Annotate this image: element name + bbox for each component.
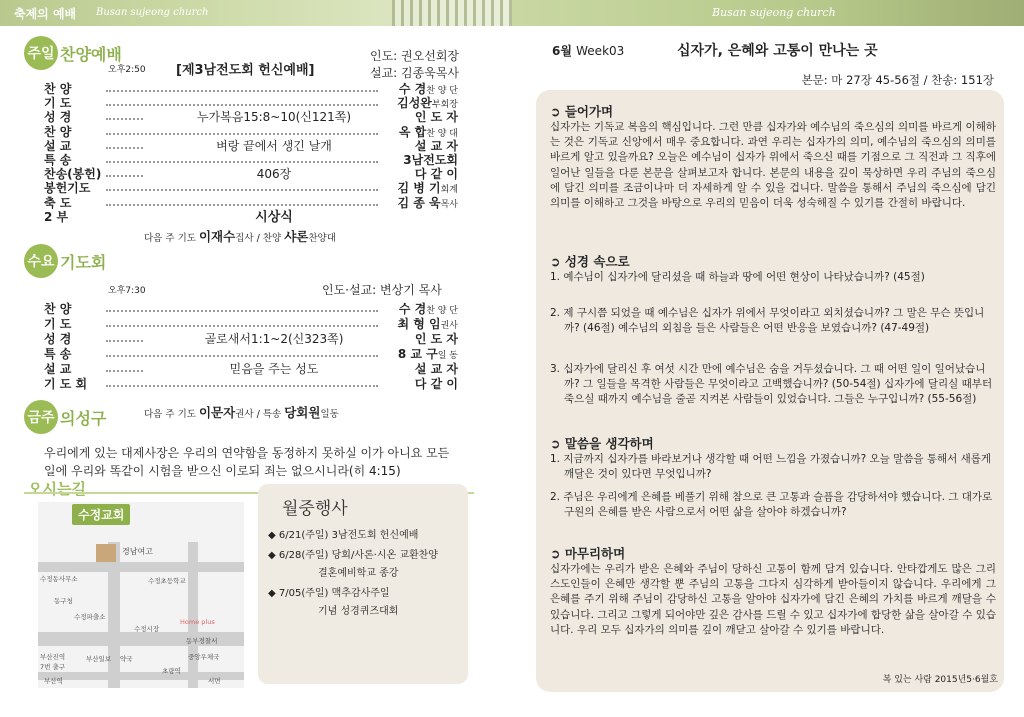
order-item-person-name: 8 교 구 (397, 347, 438, 361)
order-item-label: 찬 양 (44, 82, 72, 96)
order-item-person-name: 김성완 (397, 96, 432, 111)
verse-label: 의성구 (60, 408, 107, 428)
wednesday-next-week (144, 403, 339, 421)
order-item-label: 성 경 (44, 110, 72, 125)
dotted-leader (106, 125, 378, 135)
order-item-person (400, 153, 458, 168)
map-place-label: 수정동사무소 (40, 575, 78, 583)
wednesday-time: 오후7:30 (108, 286, 146, 296)
order-row (44, 153, 458, 168)
order-item-person (412, 332, 458, 347)
order-item-detail: 시상식 (144, 210, 404, 225)
map-place-label: 중앙우체국 (188, 653, 220, 661)
order-item-person-name: 김 병 기 (397, 181, 441, 196)
sunday-next-choir-name: 샤론 (284, 229, 309, 244)
order-item-person-name: 최 형 임 (397, 317, 441, 331)
event-item: ◆ 6/28(주일) 당회/사론·시온 교환찬양 (268, 550, 438, 561)
right-header-band (512, 0, 1024, 26)
map-road (108, 542, 120, 688)
sunday-next-choir-role: 찬양대 (308, 233, 336, 244)
order-item-detail: 406장 (144, 167, 404, 182)
week-number: Week03 (576, 44, 625, 58)
order-item-label: 설 교 (44, 362, 72, 376)
order-item-label: 기 도 회 (44, 377, 88, 391)
event-item: 결혼예비학교 종강 (318, 568, 399, 579)
left-header-title: 축제의 예배 (14, 7, 77, 21)
sunday-next-choir-label: / 찬양 (256, 233, 282, 244)
map-place-label: 수정초등학교 (148, 577, 186, 585)
bible-question: 2. 제 구시쯤 되었을 때 예수님은 십자가 위에서 무엇이라고 외치셨습니까? 그 말은 무슨 뜻입니까? (46절) 예수님의 외침을 들은 사람들은 어떤 반응을 보였습니까? (47-49절) (550, 307, 985, 335)
right-header-subtitle: Busan sujeong church (712, 6, 836, 19)
verse-section-head (24, 400, 106, 434)
event-item: ◆ 6/21(주일) 3남전도회 헌신예배 (268, 530, 419, 541)
sunday-circle: 주일 (24, 36, 58, 70)
dotted-leader (106, 317, 378, 327)
order-item-label: 봉헌기도 (44, 181, 91, 196)
sunday-sermon-info: 설교: 김종욱목사 (370, 66, 460, 80)
order-row (44, 347, 458, 362)
map-place-label: 수정파출소 (74, 613, 106, 621)
map-road (188, 542, 198, 688)
order-row (44, 96, 458, 111)
sunday-next-name: 이재수 (198, 229, 236, 244)
map-place-label: 7번 출구 (40, 663, 66, 671)
dotted-leader (106, 153, 378, 163)
order-item-label: 특 송 (44, 347, 72, 361)
order-item-person (412, 167, 458, 182)
order-item-detail: 누가복음15:8~10(신121쪽) (144, 110, 404, 125)
order-item-person (412, 362, 458, 377)
order-item-person-name: 옥 합 (398, 124, 427, 139)
wednesday-label: 기도회 (60, 252, 107, 272)
directions-label: 오시는길 (28, 480, 86, 498)
order-row (44, 210, 458, 225)
order-item-person (412, 110, 458, 125)
week-label (552, 42, 624, 59)
intro-heading: ➲ 들어가며 (550, 104, 614, 119)
order-item-label: 찬 양 (44, 124, 72, 139)
order-item-label: 기 도 (44, 317, 72, 331)
order-row (44, 167, 458, 182)
think-question: 2. 주님은 우리에게 은혜를 베풀기 위해 참으로 큰 고통과 슬픔을 감당하셔야 했습니다. 그 대가로 구원의 은혜를 받은 사람으로서 어떤 삶을 살아야 하겠습니까? (550, 491, 993, 519)
map-place-label: 수정시장 (134, 625, 160, 633)
monthly-events-panel (258, 484, 468, 684)
order-item-person-role: 찬 양 단 (426, 86, 458, 96)
order-item-label: 특 송 (44, 153, 72, 167)
order-row (44, 377, 458, 392)
sunday-title: [제3남전도회 헌신예배] (176, 63, 315, 78)
wednesday-next-label: 다음 주 기도 (144, 409, 196, 420)
dotted-leader (106, 96, 378, 106)
order-item-person-name: 인 도 자 (414, 110, 458, 125)
event-item: 기념 성경퀴즈대회 (318, 606, 399, 617)
order-item-person-role: 일 동 (437, 351, 458, 361)
map-place-label: 부산진역 (40, 653, 66, 661)
order-item-person (412, 377, 458, 392)
wednesday-next-name: 이문자 (198, 405, 236, 420)
order-item-detail: 믿음을 주는 성도 (144, 362, 404, 377)
order-item-person-role: 부회장 (431, 100, 458, 111)
dotted-leader (106, 196, 378, 206)
map-place-label: 약국 (120, 655, 133, 663)
order-item-detail: 골로새서1:1~2(신323쪽) (144, 332, 404, 347)
wednesday-leader: 인도·설교: 변상기 목사 (322, 283, 442, 297)
order-item-person-role: 권사 (440, 321, 458, 331)
order-item-person-name: 인 도 자 (414, 332, 458, 346)
events-title: 월중행사 (282, 499, 348, 519)
map-place-label: Home plus (180, 618, 215, 626)
order-item-person-name: 설 교 자 (414, 138, 458, 153)
sunday-next-label: 다음 주 기도 (144, 233, 196, 244)
order-item-person-name: 김 종 욱 (397, 195, 441, 210)
order-item-label: 찬송(봉헌) (44, 167, 102, 182)
order-row (44, 302, 458, 317)
scripture-reference: 본문: 마 27장 45-56절 / 찬송: 151장 (801, 73, 994, 87)
think-question: 1. 지금까지 십자가를 바라보거나 생각할 때 어떤 느낌을 가졌습니까? 오늘 말씀을 통해서 새롭게 깨달은 것이 있다면 무엇입니까? (550, 453, 992, 481)
think-heading: ➲ 말씀을 생각하며 (550, 436, 654, 451)
order-row (44, 317, 458, 332)
footer-source: 복 있는 사람 2015년5·6월호 (882, 675, 998, 685)
order-row (44, 82, 458, 97)
order-row (44, 110, 458, 125)
order-row (44, 196, 458, 211)
dotted-leader (106, 82, 378, 92)
order-item-person-role: 회계 (440, 185, 458, 196)
map-church-tag: 수정교회 (72, 504, 130, 525)
dotted-leader (106, 347, 378, 357)
lesson-title: 십자가, 은혜와 고통이 만나는 곳 (677, 43, 878, 59)
order-item-label: 찬 양 (44, 302, 72, 316)
wednesday-next-role: 권사 (235, 409, 254, 420)
sunday-time: 오후2:50 (108, 65, 146, 75)
wednesday-next-choir-role: 일동 (320, 409, 339, 420)
order-item-person-name: 다 같 이 (414, 167, 458, 182)
church-building-icon (96, 544, 116, 562)
order-row (44, 139, 458, 154)
map-road (38, 562, 244, 572)
left-header-band (0, 0, 512, 26)
map-place-label: 경남여고 (122, 547, 153, 556)
weekly-verse: 우리에게 있는 대제사장은 우리의 연약함을 동정하지 못하실 이가 아니요 모든 일에 우리와 똑같이 시험을 받으신 이로되 죄는 없으시니라(히 4:15) (44, 446, 450, 478)
dotted-leader (106, 302, 378, 312)
map-place-label: 서면 (208, 677, 221, 685)
order-item-person-name: 설 교 자 (414, 362, 458, 376)
order-item-label: 기 도 (44, 96, 72, 111)
order-row (44, 181, 458, 196)
wednesday-next-choir-label: / 특송 (256, 409, 282, 420)
dotted-leader (106, 377, 378, 387)
order-item-person-role: 목사 (440, 199, 458, 210)
verse-circle: 금주 (24, 400, 58, 434)
week-month: 6월 (552, 44, 572, 58)
wednesday-section-head (24, 244, 106, 278)
order-item-person-name: 3남전도회 (403, 153, 458, 167)
dotted-leader (106, 181, 378, 191)
wednesday-circle: 수요 (24, 244, 58, 278)
sunday-next-week (144, 227, 336, 245)
bible-heading: ➲ 성경 속으로 (550, 254, 630, 269)
order-item-person (412, 139, 458, 154)
order-item-person-name: 다 같 이 (414, 377, 458, 391)
map-place-label: 부산일보 (86, 655, 112, 663)
bible-question: 1. 예수님이 십자가에 달리셨을 때 하늘과 땅에 어떤 현상이 나타났습니까? (45절) (550, 271, 925, 283)
left-header-subtitle: Busan sujeong church (96, 7, 209, 18)
map-place-label: 부산역 (44, 677, 63, 685)
order-item-detail: 벼랑 끝에서 생긴 날개 (144, 139, 404, 154)
intro-paragraph: 십자가는 기독교 복음의 핵심입니다. 그런 만큼 십자가와 예수님의 죽으심의 의미를 바르게 이해하는 것은 기독교 신앙에서 매우 중요합니다. 과연 우리는 십자가의 의미, 예수님의 죽으심의 의미를 바르게 알고 있을까요? 오늘은 예수님이 십자가 위에서 죽으신 때를 기점으로 그 직전과 그 직후에 일어난 일들을 다룬 본문을 살펴보고자 합니다. 본문의 내용을 깊이 묵상하면 우리 주님의 죽으심에 담긴 의미를 조금이나마 더 자세하게 알 수 있을 겁니다. 말씀을 통해서 주님의 죽으심에 담긴 의미를 이해하고 그것을 바탕으로 우리의 믿음이 더욱 성숙해질 수 있기를 간절히 바랍니다. (550, 121, 996, 210)
piano-keys-image (392, 0, 512, 26)
map-place-label: 초량역 (162, 667, 181, 675)
order-item-person-name: 수 경 (398, 82, 427, 96)
sunday-next-role: 집사 (235, 233, 254, 244)
closing-heading: ➲ 마무리하며 (550, 546, 626, 561)
closing-paragraph: 십자가에는 우리가 받은 은혜와 주님이 당하신 고통이 함께 담겨 있습니다. 안타깝게도 많은 그리스도인들이 은혜만 생각할 뿐 주님의 고통을 그다지 심각하게 받아들이지 않습니다. 우리에게 그 은혜를 주기 위해 주님이 감당하신 고통을 알아야 십자가에 담긴 은혜의 가치를 바르게 깨달을 수 있습니다. 그리고 그렇게 되어야만 깊은 감사를 드릴 수 있고 십자가에 합당한 삶을 살아갈 수 있습니다. 우리 모두 십자가의 의미를 깊이 깨닫고 살아갈 수 있기를 바랍니다. (550, 563, 996, 636)
order-item-label: 축 도 (44, 195, 72, 210)
right-page (512, 0, 1024, 717)
map-place-label: 동구청 (54, 597, 73, 605)
order-item-person-role: 찬 양 단 (426, 306, 458, 316)
map-place-label: 동부경찰서 (186, 637, 218, 645)
order-row (44, 125, 458, 140)
lesson-panel (536, 90, 1004, 692)
order-row (44, 362, 458, 377)
order-item-person-role: 찬 양 대 (426, 128, 458, 139)
church-map (38, 502, 244, 688)
event-item: ◆ 7/05(주일) 맥추감사주일 (268, 588, 390, 599)
sunday-label: 찬양예배 (60, 44, 122, 64)
bible-question: 3. 십자가에 달리신 후 여섯 시간 만에 예수님은 숨을 거두셨습니다. 그 때 어떤 일이 일어났습니까? 그 일들을 목격한 사람들은 무엇이라고 고백했습니까? (50-54절) 십자가에 달리실 때부터 죽으실 때까지 예수님을 줄곧 지켜본 사람들이 있었습니다. 그들은 누구입니까? (55-56절) (550, 363, 993, 406)
sunday-invocation: 인도: 권오선회장 (370, 49, 460, 63)
order-item-label: 2 부 (44, 209, 69, 224)
order-item-label: 설 교 (44, 138, 72, 153)
wednesday-next-choir-name: 당회원 (284, 405, 321, 420)
order-row (44, 332, 458, 347)
order-item-label: 성 경 (44, 332, 72, 346)
order-item-person-name: 수 경 (398, 302, 427, 316)
